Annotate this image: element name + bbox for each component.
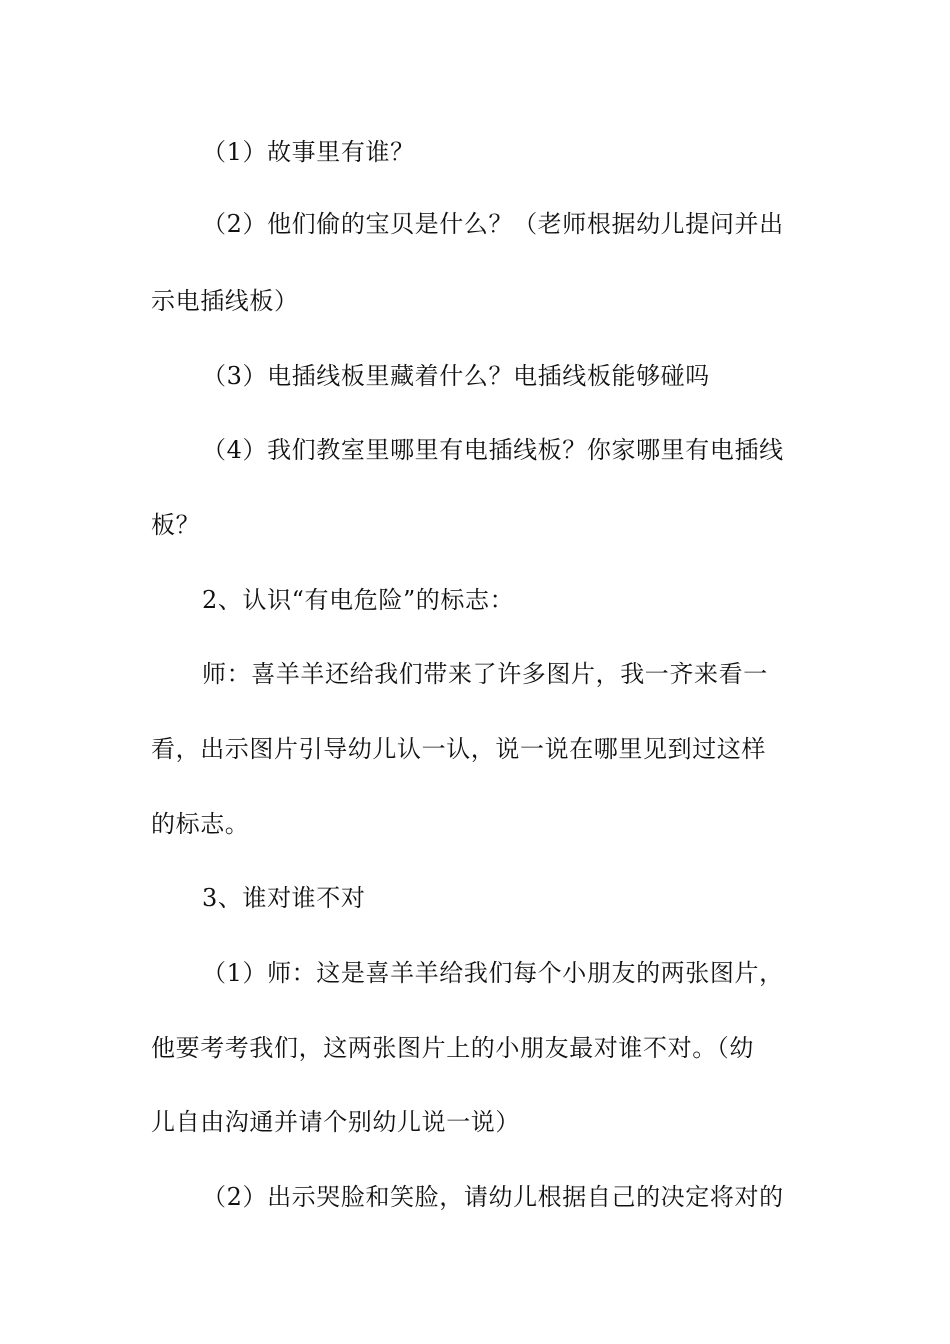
question-2-line: （2）他们偷的宝贝是什么？（老师根据幼儿提问并出 [202, 210, 784, 238]
question-3-line: （3）电插线板里藏着什么？电插线板能够碰吗 [202, 362, 710, 390]
activity-1-line-3: 儿自由沟通并请个别幼儿说一说） [151, 1108, 520, 1136]
teacher-paragraph-line-2: 看，出示图片引导幼儿认一认，说一说在哪里见到过这样 [151, 735, 766, 763]
activity-1-line-1: （1）师：这是喜羊羊给我们每个小朋友的两张图片， [202, 959, 784, 987]
question-1-line: （1）故事里有谁？ [202, 138, 415, 166]
section-3-heading: 3、谁对谁不对 [202, 884, 366, 912]
question-4-continuation: 板？ [151, 511, 201, 539]
activity-2-line-1: （2）出示哭脸和笑脸，请幼儿根据自己的决定将对的 [202, 1183, 784, 1211]
question-4-line: （4）我们教室里哪里有电插线板？你家哪里有电插线 [202, 436, 784, 464]
activity-1-line-2: 他要考考我们，这两张图片上的小朋友最对谁不对。（幼 [151, 1034, 754, 1062]
question-2-continuation: 示电插线板） [151, 287, 299, 315]
teacher-paragraph-line-1: 师：喜羊羊还给我们带来了许多图片，我一齐来看一 [202, 660, 768, 688]
section-2-heading: 2、认识“有电危险”的标志： [202, 586, 515, 614]
teacher-paragraph-line-3: 的标志。 [151, 810, 250, 838]
